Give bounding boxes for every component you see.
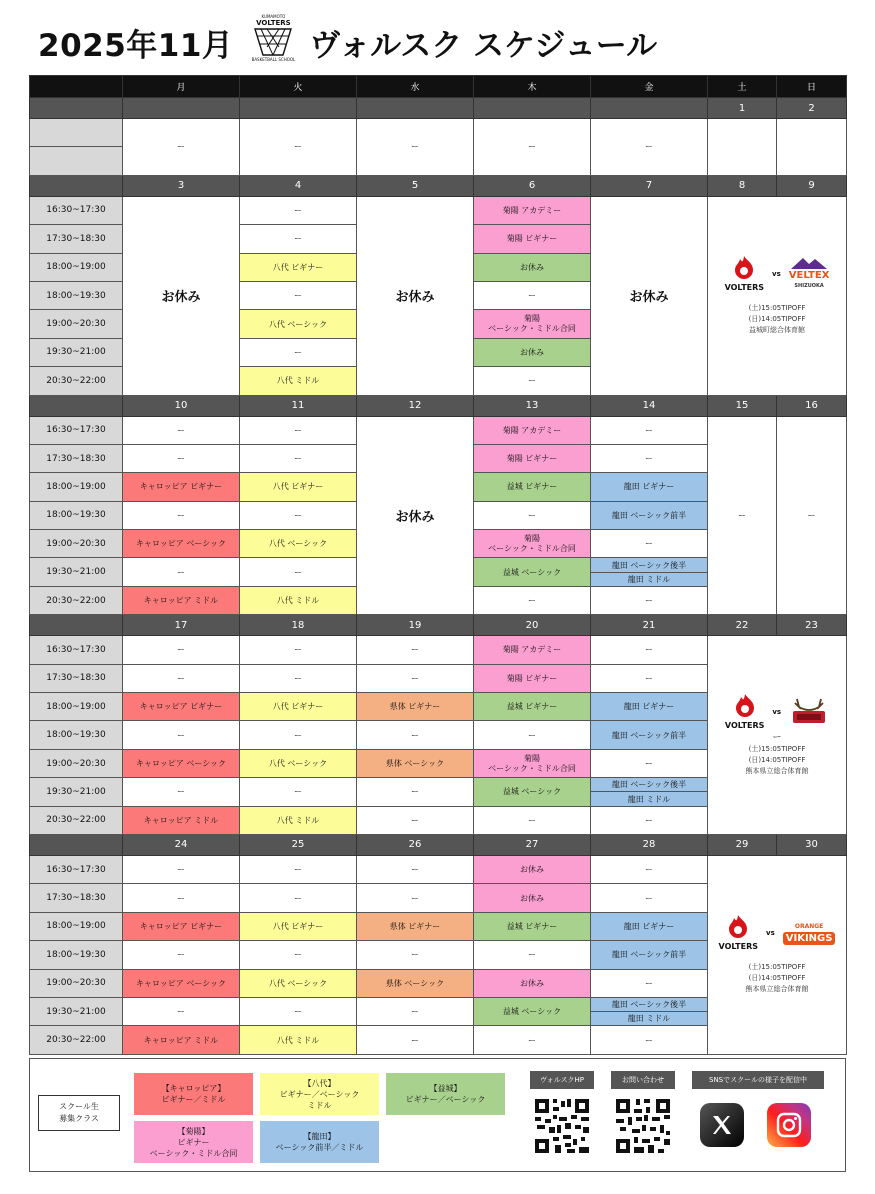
time-cell: 19:00~20:30 bbox=[30, 749, 123, 777]
vs-label: vs bbox=[772, 269, 781, 278]
date-cell: 28 bbox=[591, 834, 708, 855]
date-cell: 12 bbox=[357, 395, 474, 416]
date-cell: 24 bbox=[123, 834, 240, 855]
volters-logo bbox=[247, 14, 299, 70]
date-cell: 2 bbox=[777, 98, 847, 119]
slot-cell: ー bbox=[474, 501, 591, 529]
slot-cell: 県体 ビギナー bbox=[357, 912, 474, 940]
game-cell bbox=[708, 196, 847, 395]
weekday-thu: 木 bbox=[474, 76, 591, 98]
slot-cell: ー bbox=[474, 941, 591, 969]
time-cell: 19:30~21:00 bbox=[30, 997, 123, 1025]
time-cell: 19:30~21:00 bbox=[30, 778, 123, 806]
empty-cell bbox=[708, 119, 777, 176]
slot-cell: 八代 ミドル bbox=[240, 586, 357, 614]
time-cell: 18:00~19:00 bbox=[30, 693, 123, 721]
recruit-label: スクール生 募集クラス bbox=[38, 1095, 120, 1131]
slot-cell: 八代 ベーシック bbox=[240, 530, 357, 558]
time-cell: 20:30~22:00 bbox=[30, 367, 123, 395]
slot-cell: ー bbox=[123, 721, 240, 749]
slot-cell: 龍田 ビギナー bbox=[591, 912, 708, 940]
slot-cell: ー bbox=[123, 119, 240, 176]
slot-cell: ー bbox=[240, 997, 357, 1025]
sat-tipoff: (土)15:05TIPOFF bbox=[748, 745, 806, 754]
time-cell: 19:00~20:30 bbox=[30, 969, 123, 997]
volters-team-logo: VOLTERS bbox=[725, 255, 764, 293]
slot-cell: ー bbox=[240, 281, 357, 309]
slot-cell: ー bbox=[240, 225, 357, 253]
slot-cell: ー bbox=[123, 884, 240, 912]
slot-cell: ー bbox=[474, 281, 591, 309]
time-cell: 19:30~21:00 bbox=[30, 338, 123, 366]
time-cell: 20:30~22:00 bbox=[30, 586, 123, 614]
slot-cell: ー bbox=[591, 636, 708, 664]
slot-cell: ー bbox=[357, 1026, 474, 1054]
slot-cell: ー bbox=[357, 997, 474, 1025]
legend-tatsuda: 【龍田】 ベーシック前半／ミドル bbox=[260, 1121, 379, 1163]
volters-flame-icon bbox=[725, 914, 751, 940]
slot-cell: ー bbox=[123, 416, 240, 444]
hp-label: ヴォルスクHP bbox=[530, 1071, 594, 1089]
slot-cell: ー bbox=[357, 778, 474, 806]
slot-cell: ー bbox=[591, 806, 708, 834]
slot-cell: キャロッピア ビギナー bbox=[123, 473, 240, 501]
slot-cell: ー bbox=[591, 119, 708, 176]
weekday-mon: 月 bbox=[123, 76, 240, 98]
split-slot-cell: 龍田 ベーシック後半 龍田 ミドル bbox=[591, 778, 708, 806]
opponent-name: ー bbox=[772, 733, 782, 744]
slot-cell: ー bbox=[240, 501, 357, 529]
contact-qr-code[interactable] bbox=[614, 1097, 672, 1155]
slot-cell: 菊陽 アカデミー bbox=[474, 416, 591, 444]
logo-top-text: KUMAMOTO bbox=[261, 14, 286, 19]
game-cell bbox=[708, 636, 847, 835]
date-cell: 27 bbox=[474, 834, 591, 855]
opponent-logo bbox=[783, 921, 836, 945]
slot-cell: ー bbox=[240, 444, 357, 472]
date-cell: 5 bbox=[357, 175, 474, 196]
slot-cell: 菊陽 ベーシック・ミドル合同 bbox=[474, 310, 591, 338]
slot-cell: 菊陽 ビギナー bbox=[474, 225, 591, 253]
date-cell: 10 bbox=[123, 395, 240, 416]
slot-cell: 龍田 ベーシック前半 bbox=[591, 941, 708, 969]
slot-cell: ー bbox=[474, 119, 591, 176]
date-cell: 21 bbox=[591, 615, 708, 636]
slot-cell: お休み bbox=[474, 855, 591, 883]
basketball-net-icon bbox=[253, 27, 293, 57]
slot-cell: ー bbox=[474, 1026, 591, 1054]
slot-cell: 龍田 ビギナー bbox=[591, 473, 708, 501]
weekday-sat: 土 bbox=[708, 76, 777, 98]
schedule-title: ヴォルスク スケジュール bbox=[309, 27, 658, 64]
slot-cell: ー bbox=[474, 586, 591, 614]
date-cell: 17 bbox=[123, 615, 240, 636]
opponent-name: VELTEX bbox=[788, 270, 830, 282]
blank-time-cell bbox=[30, 119, 123, 147]
date-cell: 26 bbox=[357, 834, 474, 855]
time-cell: 18:00~19:00 bbox=[30, 253, 123, 281]
slot-cell: ー bbox=[240, 721, 357, 749]
slot-cell: 益城 ビギナー bbox=[474, 912, 591, 940]
time-cell: 19:00~20:30 bbox=[30, 530, 123, 558]
sat-tipoff: (土)15:05TIPOFF bbox=[748, 963, 806, 972]
legend-kikuyo: 【菊陽】 ビギナー ベーシック・ミドル合同 bbox=[134, 1121, 253, 1163]
month-title: 2025年11月 bbox=[38, 27, 234, 64]
slot-cell: ー bbox=[123, 997, 240, 1025]
slot-cell: ー bbox=[357, 721, 474, 749]
slot-cell: ー bbox=[240, 558, 357, 586]
week2-date-row bbox=[30, 175, 847, 196]
opponent-top: ORANGE bbox=[794, 923, 824, 931]
week1-row bbox=[30, 119, 847, 147]
week4-date-row bbox=[30, 615, 847, 636]
slot-cell: お休み bbox=[474, 253, 591, 281]
schedule-table bbox=[29, 75, 847, 1055]
week1-date-row bbox=[30, 98, 847, 119]
date-cell: 30 bbox=[777, 834, 847, 855]
slot-cell: お休み bbox=[474, 884, 591, 912]
antler-badge-icon bbox=[789, 697, 829, 727]
venue: 熊本県立総合体育館 bbox=[745, 985, 809, 994]
slot-cell: 菊陽 ベーシック・ミドル合同 bbox=[474, 749, 591, 777]
slot-cell: ー bbox=[357, 636, 474, 664]
slot-cell: ー bbox=[357, 119, 474, 176]
slot-cell: ー bbox=[123, 664, 240, 692]
slot-cell: ー bbox=[123, 636, 240, 664]
weekday-tue: 火 bbox=[240, 76, 357, 98]
sat-tipoff: (土)15:05TIPOFF bbox=[748, 304, 806, 313]
off-cell: お休み bbox=[357, 416, 474, 615]
date-cell: 1 bbox=[708, 98, 777, 119]
time-cell: 16:30~17:30 bbox=[30, 196, 123, 224]
weekday-header-row bbox=[30, 76, 847, 98]
time-cell: 19:00~20:30 bbox=[30, 310, 123, 338]
slot-cell: キャロッピア ビギナー bbox=[123, 912, 240, 940]
date-cell: 29 bbox=[708, 834, 777, 855]
sun-tipoff: (日)14:05TIPOFF bbox=[748, 315, 806, 324]
slot-cell: ー bbox=[123, 855, 240, 883]
slot-cell: ー bbox=[357, 941, 474, 969]
date-cell: 4 bbox=[240, 175, 357, 196]
slot-cell: ー bbox=[240, 416, 357, 444]
game-cell bbox=[708, 855, 847, 1054]
split-slot-cell: 龍田 ベーシック後半 龍田 ミドル bbox=[591, 997, 708, 1025]
off-cell: お休み bbox=[591, 196, 708, 395]
logo-name-text: VOLTERS bbox=[256, 19, 291, 27]
opponent-name: VIKINGS bbox=[783, 932, 836, 945]
slot-cell: ー bbox=[240, 884, 357, 912]
slot-cell: ー bbox=[240, 196, 357, 224]
page-header bbox=[38, 14, 657, 70]
weekday-fri: 金 bbox=[591, 76, 708, 98]
time-cell: 17:30~18:30 bbox=[30, 664, 123, 692]
slot-cell: 菊陽 ビギナー bbox=[474, 664, 591, 692]
opponent-logo bbox=[789, 697, 829, 727]
slot-cell: 菊陽 ベーシック・ミドル合同 bbox=[474, 530, 591, 558]
date-cell: 3 bbox=[123, 175, 240, 196]
slot-cell: ー bbox=[708, 416, 777, 615]
vs-label: vs bbox=[766, 928, 775, 937]
slot-cell: ー bbox=[240, 941, 357, 969]
opponent-logo bbox=[789, 256, 830, 292]
week5-date-row bbox=[30, 834, 847, 855]
slot-cell: 菊陽 アカデミー bbox=[474, 636, 591, 664]
time-cell: 18:00~19:30 bbox=[30, 941, 123, 969]
slot-cell: 八代 ミドル bbox=[240, 1026, 357, 1054]
mountain-icon bbox=[789, 256, 829, 270]
weekday-wed: 水 bbox=[357, 76, 474, 98]
time-cell: 16:30~17:30 bbox=[30, 855, 123, 883]
slot-cell: キャロッピア ミドル bbox=[123, 586, 240, 614]
slot-cell: ー bbox=[240, 778, 357, 806]
empty-cell bbox=[777, 119, 847, 176]
slot-cell: 八代 ビギナー bbox=[240, 693, 357, 721]
slot-cell: ー bbox=[357, 806, 474, 834]
slot-cell: キャロッピア ビギナー bbox=[123, 693, 240, 721]
slot-cell: ー bbox=[591, 855, 708, 883]
blank-time-cell bbox=[30, 147, 123, 175]
slot-cell: ー bbox=[357, 884, 474, 912]
time-cell: 18:00~19:30 bbox=[30, 721, 123, 749]
off-cell: お休み bbox=[123, 196, 240, 395]
slot-cell: キャロッピア ミドル bbox=[123, 1026, 240, 1054]
slot-cell: 益城 ビギナー bbox=[474, 473, 591, 501]
slot-cell: ー bbox=[591, 884, 708, 912]
time-cell: 16:30~17:30 bbox=[30, 416, 123, 444]
slot-cell: ー bbox=[123, 444, 240, 472]
slot-cell: 八代 ミドル bbox=[240, 806, 357, 834]
slot-cell: ー bbox=[123, 501, 240, 529]
slot-cell: 県体 ベーシック bbox=[357, 969, 474, 997]
legend-caroppia: 【キャロッピア】 ビギナー／ミドル bbox=[134, 1073, 253, 1115]
slot-cell: ー bbox=[240, 855, 357, 883]
time-cell: 18:00~19:00 bbox=[30, 912, 123, 940]
slot-cell: ー bbox=[474, 721, 591, 749]
venue: 益城町総合体育館 bbox=[749, 326, 805, 335]
slot-cell: ー bbox=[357, 855, 474, 883]
slot-cell: キャロッピア ベーシック bbox=[123, 530, 240, 558]
weekday-sun: 日 bbox=[777, 76, 847, 98]
date-cell: 22 bbox=[708, 615, 777, 636]
split-slot-cell: 龍田 ベーシック後半 龍田 ミドル bbox=[591, 558, 708, 586]
slot-cell: ー bbox=[357, 664, 474, 692]
slot-cell: ー bbox=[591, 530, 708, 558]
date-cell: 25 bbox=[240, 834, 357, 855]
slot-cell: ー bbox=[591, 586, 708, 614]
slot-cell: キャロッピア ベーシック bbox=[123, 969, 240, 997]
slot-cell: 県体 ベーシック bbox=[357, 749, 474, 777]
slot-cell: ー bbox=[474, 806, 591, 834]
slot-cell: 菊陽 ビギナー bbox=[474, 444, 591, 472]
volters-team-logo: VOLTERS bbox=[725, 693, 764, 731]
hp-qr-code[interactable] bbox=[533, 1097, 591, 1155]
volters-flame-icon bbox=[731, 255, 757, 281]
slot-cell: ー bbox=[240, 636, 357, 664]
x-logo-icon bbox=[710, 1113, 734, 1137]
volters-flame-icon bbox=[732, 693, 758, 719]
slot-cell: お休み bbox=[474, 338, 591, 366]
time-cell: 17:30~18:30 bbox=[30, 884, 123, 912]
time-cell: 16:30~17:30 bbox=[30, 636, 123, 664]
slot-cell: 龍田 ベーシック前半 bbox=[591, 501, 708, 529]
date-cell: 8 bbox=[708, 175, 777, 196]
slot-cell: 龍田 ビギナー bbox=[591, 693, 708, 721]
date-cell: 14 bbox=[591, 395, 708, 416]
slot-cell: 八代 ビギナー bbox=[240, 912, 357, 940]
corner-cell bbox=[30, 76, 123, 98]
slot-cell: ー bbox=[240, 119, 357, 176]
slot-cell: 龍田 ベーシック前半 bbox=[591, 721, 708, 749]
slot-cell: 益城 ビギナー bbox=[474, 693, 591, 721]
date-cell: 7 bbox=[591, 175, 708, 196]
slot-cell: 八代 ビギナー bbox=[240, 473, 357, 501]
instagram-icon[interactable] bbox=[767, 1103, 811, 1147]
venue: 熊本県立総合体育館 bbox=[745, 767, 809, 776]
time-cell: 18:00~19:00 bbox=[30, 473, 123, 501]
date-cell: 20 bbox=[474, 615, 591, 636]
slot-cell: ー bbox=[591, 969, 708, 997]
slot-cell: ー bbox=[591, 749, 708, 777]
time-cell: 20:30~22:00 bbox=[30, 806, 123, 834]
instagram-logo-icon bbox=[775, 1111, 803, 1139]
slot-cell: ー bbox=[591, 664, 708, 692]
date-cell: 16 bbox=[777, 395, 847, 416]
date-cell: 11 bbox=[240, 395, 357, 416]
slot-cell: ー bbox=[123, 558, 240, 586]
slot-cell: 県体 ビギナー bbox=[357, 693, 474, 721]
slot-cell: ー bbox=[591, 1026, 708, 1054]
time-cell: 19:30~21:00 bbox=[30, 558, 123, 586]
slot-cell: 益城 ベーシック bbox=[474, 778, 591, 806]
date-cell: 15 bbox=[708, 395, 777, 416]
slot-cell: 八代 ベーシック bbox=[240, 310, 357, 338]
x-icon[interactable] bbox=[700, 1103, 744, 1147]
time-cell: 18:00~19:30 bbox=[30, 501, 123, 529]
logo-sub-text: BASKETBALL SCHOOL bbox=[251, 57, 296, 62]
date-cell: 18 bbox=[240, 615, 357, 636]
slot-cell: ー bbox=[777, 416, 847, 615]
date-cell: 6 bbox=[474, 175, 591, 196]
slot-cell: 益城 ベーシック bbox=[474, 997, 591, 1025]
sns-label: SNSでスクールの様子を配信中 bbox=[692, 1071, 824, 1089]
slot-cell: ー bbox=[474, 367, 591, 395]
legend-yatsushiro: 【八代】 ビギナー／ベーシック ミドル bbox=[260, 1073, 379, 1115]
slot-cell: 八代 ミドル bbox=[240, 367, 357, 395]
time-cell: 18:00~19:30 bbox=[30, 281, 123, 309]
time-cell: 20:30~22:00 bbox=[30, 1026, 123, 1054]
slot-cell: お休み bbox=[474, 969, 591, 997]
sun-tipoff: (日)14:05TIPOFF bbox=[748, 974, 806, 983]
slot-cell: 八代 ベーシック bbox=[240, 749, 357, 777]
slot-cell: ー bbox=[591, 416, 708, 444]
date-cell: 13 bbox=[474, 395, 591, 416]
opponent-sub: SHIZUOKA bbox=[794, 283, 824, 290]
slot-cell: 益城 ベーシック bbox=[474, 558, 591, 586]
slot-cell: ー bbox=[591, 444, 708, 472]
contact-label: お問い合わせ bbox=[611, 1071, 675, 1089]
slot-cell: ー bbox=[240, 664, 357, 692]
slot-cell: ー bbox=[240, 338, 357, 366]
week3-date-row bbox=[30, 395, 847, 416]
volters-team-logo: VOLTERS bbox=[719, 914, 758, 952]
sun-tipoff: (日)14:05TIPOFF bbox=[748, 756, 806, 765]
slot-cell: キャロッピア ベーシック bbox=[123, 749, 240, 777]
slot-cell: ー bbox=[123, 941, 240, 969]
footer-panel bbox=[29, 1058, 846, 1172]
time-cell: 17:30~18:30 bbox=[30, 444, 123, 472]
time-cell: 17:30~18:30 bbox=[30, 225, 123, 253]
date-cell: 23 bbox=[777, 615, 847, 636]
date-cell: 9 bbox=[777, 175, 847, 196]
slot-cell: 八代 ベーシック bbox=[240, 969, 357, 997]
slot-cell: 菊陽 アカデミー bbox=[474, 196, 591, 224]
slot-cell: キャロッピア ミドル bbox=[123, 806, 240, 834]
legend-mashiki: 【益城】 ビギナー／ベーシック bbox=[386, 1073, 505, 1115]
off-cell: お休み bbox=[357, 196, 474, 395]
vs-label: vs bbox=[772, 707, 782, 716]
slot-cell: 八代 ビギナー bbox=[240, 253, 357, 281]
date-cell: 19 bbox=[357, 615, 474, 636]
slot-cell: ー bbox=[123, 778, 240, 806]
